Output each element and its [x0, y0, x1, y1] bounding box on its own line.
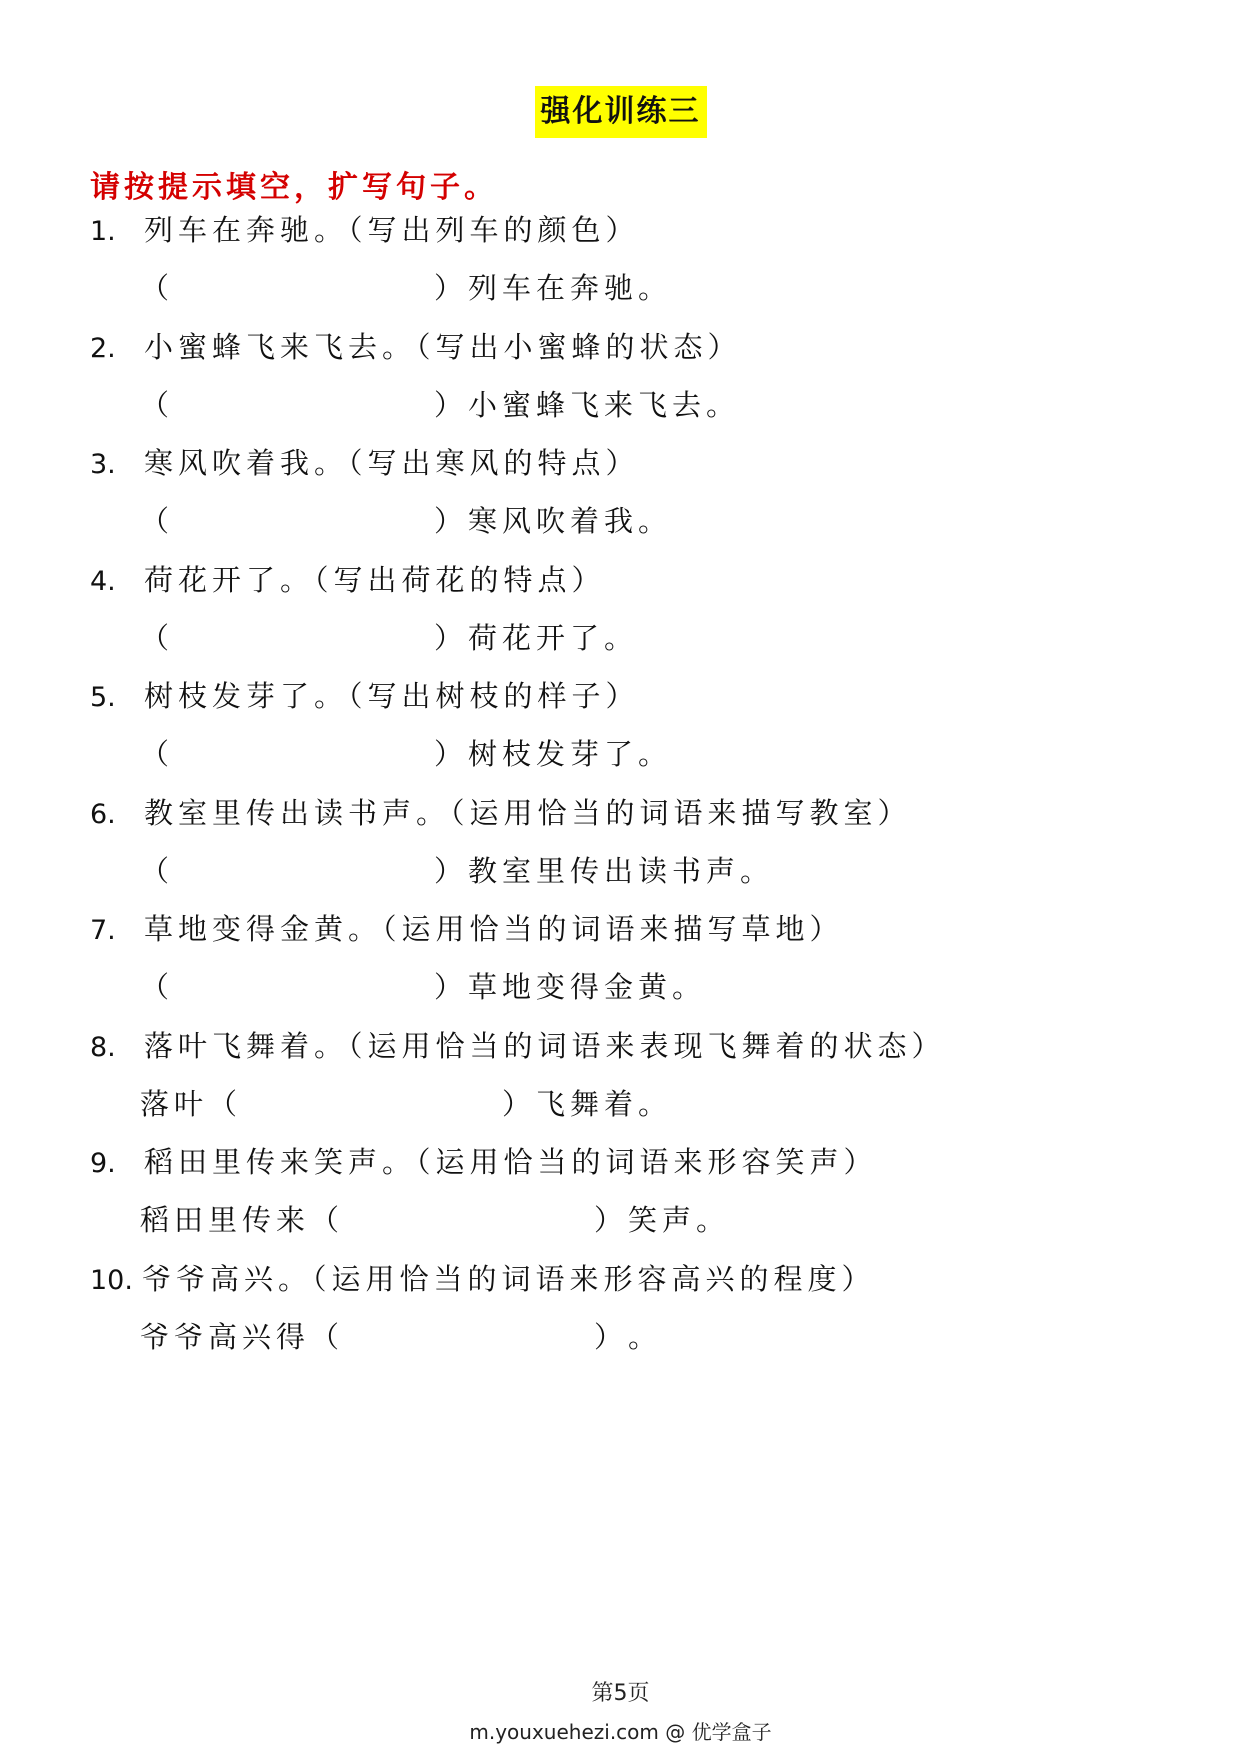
answer-suffix: 笑声。: [628, 1203, 731, 1237]
open-paren: （: [140, 504, 175, 538]
answer-line: [140, 1082, 672, 1123]
close-paren: ）: [434, 854, 469, 888]
close-paren: ）: [434, 504, 469, 538]
exercise-prompt: 荷花开了。（写出荷花的特点）: [144, 563, 606, 597]
page-number: 第5页: [591, 1681, 650, 1706]
exercise-prompt: 寒风吹着我。（写出寒风的特点）: [144, 446, 640, 480]
instruction: 请按提示填空，扩写句子。: [90, 170, 498, 205]
exercise-prompt: 稻田里传来笑声。（运用恰当的词语来形容笑声）: [144, 1145, 878, 1179]
close-paren: ）: [434, 737, 469, 771]
open-paren: （: [140, 388, 175, 422]
exercise-prompt: 落叶飞舞着。（运用恰当的词语来表现飞舞着的状态）: [144, 1029, 946, 1063]
answer-suffix: 。: [628, 1320, 663, 1354]
site-credit: m.youxuehezi.com @ 优学盒子: [469, 1720, 772, 1744]
exercise-prompt: 树枝发芽了。（写出树枝的样子）: [144, 679, 640, 713]
answer-line: [140, 1315, 662, 1356]
exercise-number: 5.: [90, 682, 116, 713]
exercise-sentence: [90, 441, 640, 482]
answer-line: [140, 616, 638, 657]
exercise-sentence: [90, 1140, 878, 1181]
open-paren: （: [140, 970, 175, 1004]
exercise-prompt: 爷爷高兴。（运用恰当的词语来形容高兴的程度）: [142, 1262, 876, 1296]
exercise-prompt: 列车在奔驰。（写出列车的颜色）: [144, 213, 640, 247]
close-paren: ）: [594, 1320, 629, 1354]
open-paren: （: [140, 271, 175, 305]
exercise-sentence: [90, 325, 742, 366]
open-paren: （: [140, 621, 175, 655]
answer-suffix: 草地变得金黄。: [468, 970, 707, 1004]
close-paren: ）: [434, 621, 469, 655]
exercise-prompt: 教室里传出读书声。（运用恰当的词语来描写教室）: [144, 796, 912, 830]
close-paren: ）: [594, 1203, 629, 1237]
exercise-number: 9.: [90, 1148, 116, 1179]
close-paren: ）: [434, 388, 469, 422]
answer-line: [140, 965, 706, 1006]
answer-line: [140, 499, 672, 540]
answer-suffix: 列车在奔驰。: [468, 271, 673, 305]
close-paren: ）: [502, 1087, 537, 1121]
open-paren: （: [140, 854, 175, 888]
exercise-sentence: [90, 907, 844, 948]
exercise-number: 4.: [90, 566, 116, 597]
answer-line: [140, 849, 774, 890]
exercise-number: 2.: [90, 333, 116, 364]
answer-line: [140, 266, 672, 307]
exercise-number: 8.: [90, 1032, 116, 1063]
exercise-sentence: [90, 674, 640, 715]
answer-prefix: 爷爷高兴得: [140, 1320, 311, 1354]
exercise-number: 6.: [90, 799, 116, 830]
exercise-number: 10.: [90, 1265, 133, 1296]
answer-suffix: 寒风吹着我。: [468, 504, 673, 538]
answer-line: [140, 732, 672, 773]
exercise-sentence: [90, 208, 640, 249]
answer-line: [140, 383, 740, 424]
exercise-sentence: [90, 558, 606, 599]
answer-suffix: 教室里传出读书声。: [468, 854, 775, 888]
exercise-sentence: [90, 1024, 946, 1065]
open-paren: （: [310, 1203, 345, 1237]
answer-suffix: 小蜜蜂飞来飞去。: [468, 388, 741, 422]
close-paren: ）: [434, 970, 469, 1004]
exercise-sentence: [90, 1257, 876, 1298]
exercise-number: 1.: [90, 216, 116, 247]
open-paren: （: [140, 737, 175, 771]
open-paren: （: [310, 1320, 345, 1354]
answer-suffix: 荷花开了。: [468, 621, 639, 655]
title-wrap: [0, 86, 1241, 138]
answer-suffix: 树枝发芽了。: [468, 737, 673, 771]
page-title: 强化训练三: [535, 86, 707, 138]
answer-suffix: 飞舞着。: [536, 1087, 673, 1121]
answer-line: [140, 1198, 730, 1239]
answer-prefix: 稻田里传来: [140, 1203, 311, 1237]
open-paren: （: [208, 1087, 243, 1121]
exercise-prompt: 小蜜蜂飞来飞去。（写出小蜜蜂的状态）: [144, 330, 742, 364]
close-paren: ）: [434, 271, 469, 305]
exercise-prompt: 草地变得金黄。（运用恰当的词语来描写草地）: [144, 912, 844, 946]
exercise-sentence: [90, 791, 912, 832]
answer-prefix: 落叶: [140, 1087, 209, 1121]
exercise-number: 3.: [90, 449, 116, 480]
exercise-number: 7.: [90, 915, 116, 946]
